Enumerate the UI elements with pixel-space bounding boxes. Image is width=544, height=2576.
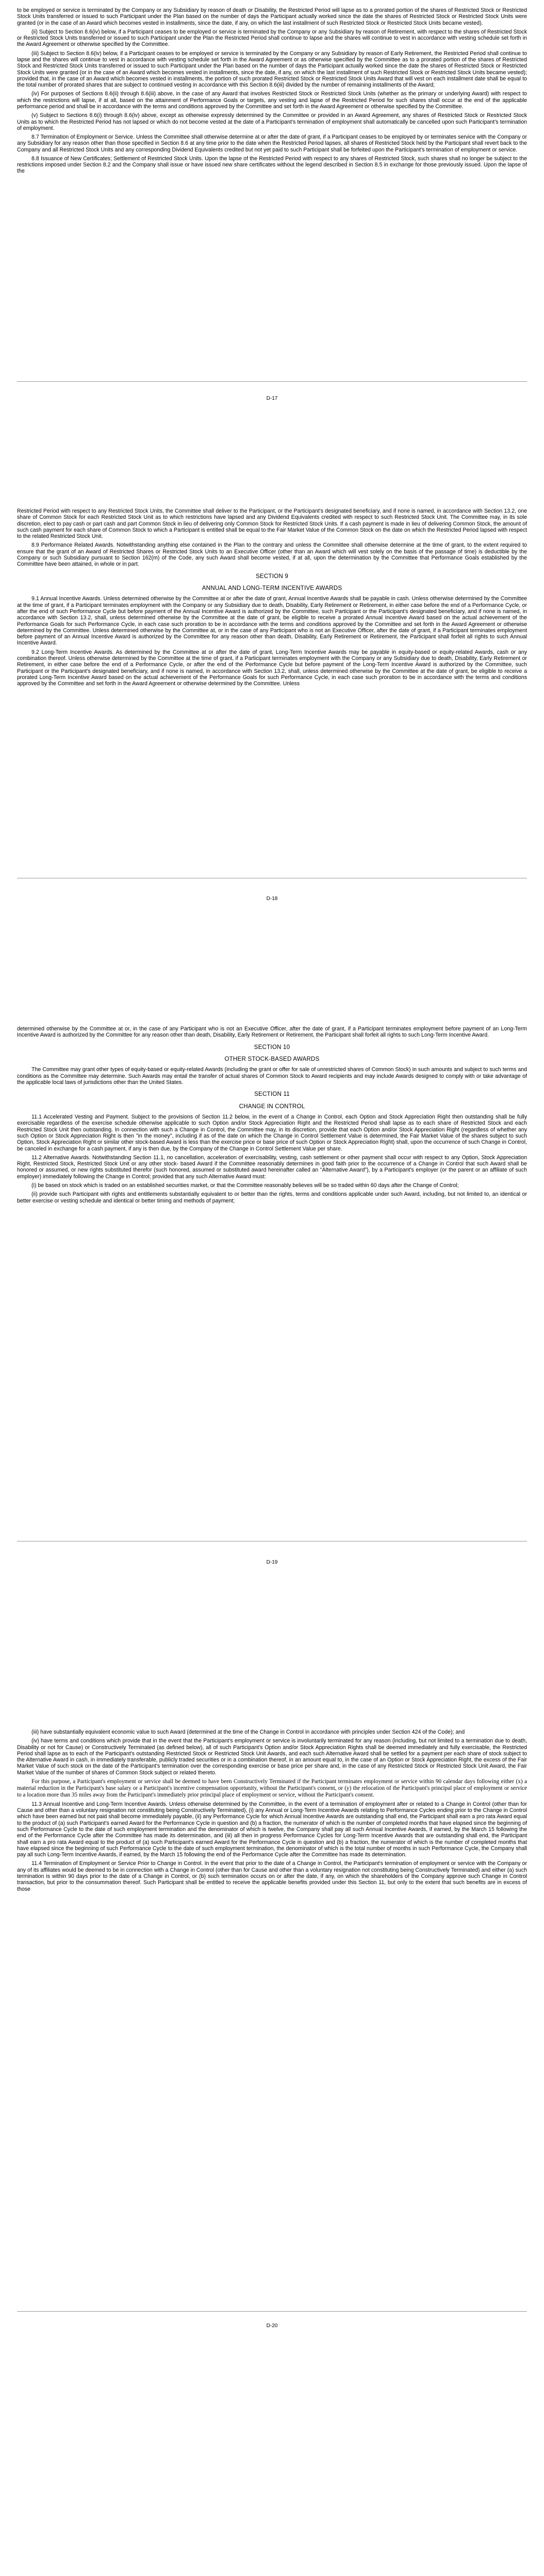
section-title: OTHER STOCK-BASED AWARDS — [224, 1056, 320, 1062]
paragraph: (i) be based on stock which is traded on an established securities market, or that the Committee reasonably believes will be so traded within 60 days after the Change of Control; — [31, 1182, 459, 1189]
section-number: SECTION 9 — [255, 572, 288, 580]
paragraph: For this purpose, a Participant's employment or service shall be deemed to have been Constructively Terminated if the Participant terminates employment or service within 90 calendar days following either (x) a material reduction in the Participant's base salary or a Participant's incentive compensation opportunity, without the Participant's consent, or (y) the relocation of the Participant's principal place of employment or service to a location more than 35 miles away from the Participant's immediately prior principal place of employment or service, without the Participant's consent. — [17, 1778, 527, 1798]
section-title: ANNUAL AND LONG-TERM INCENTIVE AWARDS — [202, 584, 342, 591]
paragraph: (iv) have terms and conditions which provide that in the event that the Participant's employment or service is involuntarily terminated for any reason (including, but not limited to a termination due to death, Disability or not for Cause) or Constructively Terminated (as defined below), all of such Participant's Option and/or Stock Appreciation Rights shall be deemed immediately and fully exercisable, the Restricted Period shall lapse as to each of the Participant's outstanding Restricted Stock or Restricted Stock Unit Awards, and each such Alternative Award shall be settled for a payment per each share of stock subject to the Alternative Award in cash, in immediately transferable, publicly traded securities or in a combination thereof, in an amount equal to, in the case of an Option or Stock Appreciation Right, the excess of the Fair Market Value of such stock on the date of the Participant's termination over the corresponding exercise or base price per share and, in the case of any Restricted Stock or Restricted Stock Unit Award, the Fair Market Value of the number of shares of Common Stock subject or related thereto. — [17, 1738, 527, 1776]
section-title: CHANGE IN CONTROL — [239, 1103, 305, 1110]
paragraph: (ii) provide such Participant with rights and entitlements substantially equivalent to or better than the rights, terms and conditions applicable under such Award, including, but not limited to, an identical or better exercise or vesting schedule and identical or better timing and methods of payment; — [17, 1191, 527, 1204]
paragraph: (iii) have substantially equivalent economic value to such Award (determined at the time of the Change in Control in accordance with principles under Section 424 of the Code); and — [31, 1729, 465, 1735]
section-number: SECTION 10 — [254, 1043, 290, 1050]
document-page — [17, 1026, 527, 1573]
paragraph: Restricted Period with respect to any Restricted Stock Units, the Committee shall deliver to the Participant, or the Participant's designated beneficiary, and if none is named, in accordance with Section 13.2, one share of Common Stock for each Restricted Stock Unit as to which restrictions have lapsed and any Dividend Equivalents credited with respect to such Restricted Stock Unit. The Committee may, in its sole discretion, elect to pay cash or part cash and part Common Stock in lieu of delivering only Common Stock for Restricted Stock Units. If a cash payment is made in lieu of delivering Common Stock, the amount of such cash payment for each share of Common Stock to which a Participant is entitled shall be equal to the Fair Market Value of the Common Stock on the date on which the Restricted Period lapsed with respect to the related Restricted Stock Unit. — [17, 508, 527, 540]
paragraph: (iv) For purposes of Sections 8.6(ii) through 8.6(iii) above, in the case of any Award that involves Restricted Stock or Restricted Stock Units (whether as the primary or underlying Award) with respect to which the restrictions will lapse, if at all, based on the attainment of Performance Goals or targets, any vesting and lapse of the Restricted Period for such shares shall occur at the end of the applicable performance period and shall be in accordance with the terms and conditions approved by the Committee and set forth in the Award Agreement or otherwise specified by the Committee. — [17, 91, 527, 110]
paragraph: The Committee may grant other types of equity-based or equity-related Awards (including the grant or offer for sale of unrestricted shares of Common Stock) in such amounts and subject to such terms and conditions as the Committee may determine. Such Awards may entail the transfer of actual shares of Common Stock to Award recipients and may include Awards designed to comply with or take advantage of the applicable local laws of jurisdictions other than the United States. — [17, 1066, 527, 1086]
paragraph: 8.7 Termination of Employment or Service. Unless the Committee shall otherwise determine at or after the date of grant, if a Participant ceases to be employed by or terminates service with the Company or any Subsidiary for any reason other than those specified in Section 8.6 at any time prior to the date when the Restricted Period lapses, all shares of Restricted Stock held by the Participant shall revert back to the Company and all Restricted Stock Units and any corresponding Dividend Equivalents credited but not yet paid to such Participant shall be forfeited upon the Participant's termination of employment or service. — [17, 134, 527, 153]
section-number: SECTION 11 — [254, 1091, 290, 1098]
paragraph: 8.9 Performance Related Awards. Notwithstanding anything else contained in the Plan to the contrary and unless the Committee shall otherwise determine at the time of grant, to the extent required to ensure that the grant of an Award of Restricted Shares or Restricted Stock Units to an Executive Officer (other than an Award which will vest solely on the basis of the passage of time) is deductible by the Company or such Subsidiary pursuant to Section 162(m) of the Code, any such Award shall become vested, if at all, upon the determination by the Committee that Performance Goals established by the Committee have been attained, in whole or in part. — [17, 542, 527, 568]
page-body — [17, 7, 527, 381]
page-body — [17, 1729, 527, 2311]
document-page — [17, 1729, 527, 2332]
page-number: D-17 — [266, 396, 278, 401]
document-page — [17, 7, 527, 403]
paragraph: 11.3 Annual Incentive and Long-Term Incentive Awards. Unless otherwise determined by the Committee, in the event of a termination of employment after or related to a Change in Control (other than for Cause and other than a voluntary resignation not constituting being Constructively Terminated), (i) any Annual or Long-Term Incentive Awards relating to Performance Cycles ending prior to the Change in Control which have been earned but not paid shall become immediately payable, (ii) any Performance Cycle for which Annual Incentive Awards are outstanding shall end, the Participant shall earn a pro rata Award equal to the product of (a) such Participant's earned Award for the Performance Cycle in question and (b) a fraction, the numerator of which is the number of completed months that have elapsed since the beginning of such Performance Cycle to the date of such employment termination and the denominator of which is twelve, the Company shall pay all such Annual Incentive Awards, if earned, by the March 15 following the end of the Performance Cycle after the Committee has made its determination, and (iii) all then in progress Performance Cycles for Long-Term Incentive Awards that are outstanding shall end, the Participant shall earn a pro rata Award equal to the product of (a) such Participant's earned Award for the Performance Cycle in question and (b) a fraction, the numerator of which is the number of completed months that have elapsed since the beginning of such Performance Cycle to the date of such employment termination, the denominator of which is the total number of months in such Performance Cycle, the Company shall pay all such Long-Term Incentive Awards, if earned, by the March 15 following the end of the Performance Cycle after the Committee has made its determination. — [17, 1801, 527, 1858]
paragraph: (v) Subject to Sections 8.6(i) through 8.6(iv) above, except as otherwise expressly determined by the Committee or provided in an Award Agreement, any shares of Restricted Stock or Restricted Stock Units as to which the Restricted Period has not lapsed or which do not become vested at the date of a Participant's termination of employment shall automatically be cancelled upon such Participant's termination of employment. — [17, 112, 527, 131]
paragraph: (iii) Subject to Section 8.6(iv) below, if a Participant ceases to be employed or service is terminated by the Company or any Subsidiary by reason of Early Retirement, the Restricted Period shall continue to lapse and the shares will continue to vest in accordance with vesting schedule set forth in the Award Agreement or as otherwise specified by the Committee as to a prorated portion of the shares of Restricted Stock and Restricted Stock Units transferred or issued to such Participant under the Plan based on the number of days the Participant actually worked since the date the shares of Restricted Stock or Restricted Stock Units were granted (or in the case of an Award which becomes vested in installments, since the date, if any, on which the last installment of such Restricted Stock or Restricted Stock Units became vested); provided that, in the case of an Award which becomes vested in installments, the portion of such prorated Restricted Stock or Restricted Stock Units Award that will vest on each installment date shall be equal to the total number of prorated shares that are subject to continued vesting in accordance with this Section 8.6(iii) divided by the number of remaining installments of the Award; — [17, 50, 527, 89]
paragraph: (ii) Subject to Section 8.6(iv) below, if a Participant ceases to be employed or service is terminated by the Company or any Subsidiary by reason of Retirement, with respect to the shares of Restricted Stock or Restricted Stock Units transferred or issued to such Participant under the Plan the Restricted Period shall continue to lapse and the shares will continue to vest in accordance with vesting schedule set forth in the Award Agreement or otherwise specified by the Committee. — [17, 28, 527, 48]
page-divider — [17, 2311, 527, 2312]
page-body — [17, 1026, 527, 1541]
paragraph: 11.1 Accelerated Vesting and Payment. Subject to the provisions of Section 11.2 below, in the event of a Change in Control, each Option and Stock Appreciation Right then outstanding shall be fully exercisable regardless of the exercise schedule otherwise applicable to such Option and/or Stock Appreciation Right and the Restricted Period shall lapse as to each share of Restricted Stock and each Restricted Stock Unit then outstanding. In connection with such a Change in Control, the Committee may, in its discretion, provide that each Option and/or Stock Appreciation Right (regardless of whether any such Option or Stock Appreciation Right is then "in the money", including if as of the date on which the Change in Control Settlement Value is determined, the Fair Market Value of the shares subject to such Option, Stock Appreciation Right or similar other stock-based Award is less than the exercise price or base price of such Option or Stock Appreciation Right) shall, upon the occurrence of such Change in Control, be canceled in exchange for a cash payment, if any is then due, by the Company of the Change in Control Settlement Value per share. — [17, 1114, 527, 1152]
paragraph: 8.8 Issuance of New Certificates; Settlement of Restricted Stock Units. Upon the lapse of the Restricted Period with respect to any shares of Restricted Stock, such shares shall no longer be subject to the restrictions imposed under Section 8.2 and the Company shall issue or have issued new share certificates without the legend described in Section 8.5 in exchange for those previously issued. Upon the lapse of the — [17, 155, 527, 175]
page-number: D-20 — [266, 2323, 278, 2329]
document-page — [17, 508, 527, 901]
page-body — [17, 508, 527, 878]
paragraph: determined otherwise by the Committee at or, in the case of any Participant who is not an Executive Officer, after the date of grant, if a Participant terminates employment before payment of an Long-Term Incentive Award is authorized by the Committee for any reason other than death, Disability, Early Retirement or Retirement, the Participant shall forfeit all rights to such Long-Term Incentive Award. — [17, 1026, 527, 1039]
paragraph: 9.1 Annual Incentive Awards. Unless determined otherwise by the Committee at or after the date of grant, Annual Incentive Awards shall be payable in cash. Unless otherwise determined by the Committee at the time of grant, if a Participant terminates employment with the Company or any Subsidiary due to death, Disability, Early Retirement or Retirement, in either case before the end of a Performance Cycle, or after the end of such Performance Cycle but before payment of the Annual Incentive Award is authorized by the Committee, such Participant or the Participant's designated beneficiary, and if none is named, in accordance with Section 13.2, shall, unless determined otherwise by the Committee at the date of grant, be eligible to receive a prorated Annual Incentive Award based on the actual achievement of the Performance Goals for such Performance Cycle, in each case such proration to be in accordance with the terms and conditions approved by the Committee and set forth in the Award Agreement or otherwise determined by the Committee. Unless determined otherwise by the Committee at, or in the case of any Participant who is not an Executive Officer, after the date of grant, if a Participant terminates employment before payment of an Annual Incentive Award is authorized by the Committee for any reason other than death, Disability, Early Retirement or Retirement, the Participant shall forfeit all rights to such Annual Incentive Award. — [17, 596, 527, 647]
page-divider — [17, 381, 527, 382]
page-number: D-19 — [266, 1560, 278, 1565]
paragraph: to be employed or service is terminated by the Company or any Subsidiary by reason of death or Disability, the Restricted Period will lapse as to a prorated portion of the shares of Restricted Stock or Restricted Stock Units transferred or issued to such Participant under the Plan based on the number of days the Participant actually worked since the date the shares of Restricted Stock or Restricted Stock Units were granted (or in the case of an Award which becomes vested in installments, since the date, if any, on which the last installment of such Restricted Stock or Restricted Stock Units became vested). — [17, 7, 527, 26]
paragraph: 11.2 Alternative Awards. Notwithstanding Section 11.1, no cancellation, acceleration of exercisability, vesting, cash settlement or other payment shall occur with respect to any Option, Stock Appreciation Right, Restricted Stock, Restricted Stock Unit or any other stock- based Award if the Committee reasonably determines in good faith prior to the occurrence of a Change in Control that such Award shall be honored or assumed, or new rights substituted therefor (such honored, assumed or substituted award hereinafter called an "Alternative Award"), by a Participant's employer (or the parent or an affiliate of such employer) immediately following the Change in Control; provided that any such Alternative Award must: — [17, 1154, 527, 1180]
page-number: D-18 — [266, 896, 278, 902]
paragraph: 9.2 Long-Term Incentive Awards. As determined by the Committee at or after the date of grant, Long-Term Incentive Awards may be payable in equity-based or equity-related Awards, cash or any combination thereof. Unless otherwise determined by the Committee at the time of grant, if a Participant terminates employment with the Company or any Subsidiary due to death, Disability, Early Retirement or Retirement, in either case before the end of a Performance Cycle, or after the end of the Performance Cycle but before payment of the Long-Term Incentive Award is authorized by the Committee, such Participant or the Participant's designated beneficiary, and if none is named, in accordance with Section 13.2, shall, unless determined otherwise by the Committee at the date of grant, be eligible to receive a prorated Long-Term Incentive Award based on the actual achievement of the Performance Goals for such Performance Cycle, in each case such proration to be in accordance with the terms and conditions approved by the Committee and set forth in the Award Agreement or otherwise determined by the Committee. Unless — [17, 649, 527, 687]
paragraph: 11.4 Termination of Employment or Service Prior to Change in Control. In the event that prior to the date of a Change in Control, the Participant's termination of employment or service with the Company or any of its affiliates would be deemed to be in connection with a Change in Control (other than for Cause and other than a voluntary resignation not constituting being Constructively Terminated) and either (a) such termination is within 90 days prior to the date of a Change in Control, or (b) such termination occurs on or after the date, if any, on which the shareholders of the Company approve such Change in Control transaction, but prior to the consummation thereof. Such Participant shall be entitled to receive the applicable benefits provided under this Section 11, but only to the extent that such benefits are in excess of those — [17, 1860, 527, 1892]
document — [17, 7, 527, 2332]
